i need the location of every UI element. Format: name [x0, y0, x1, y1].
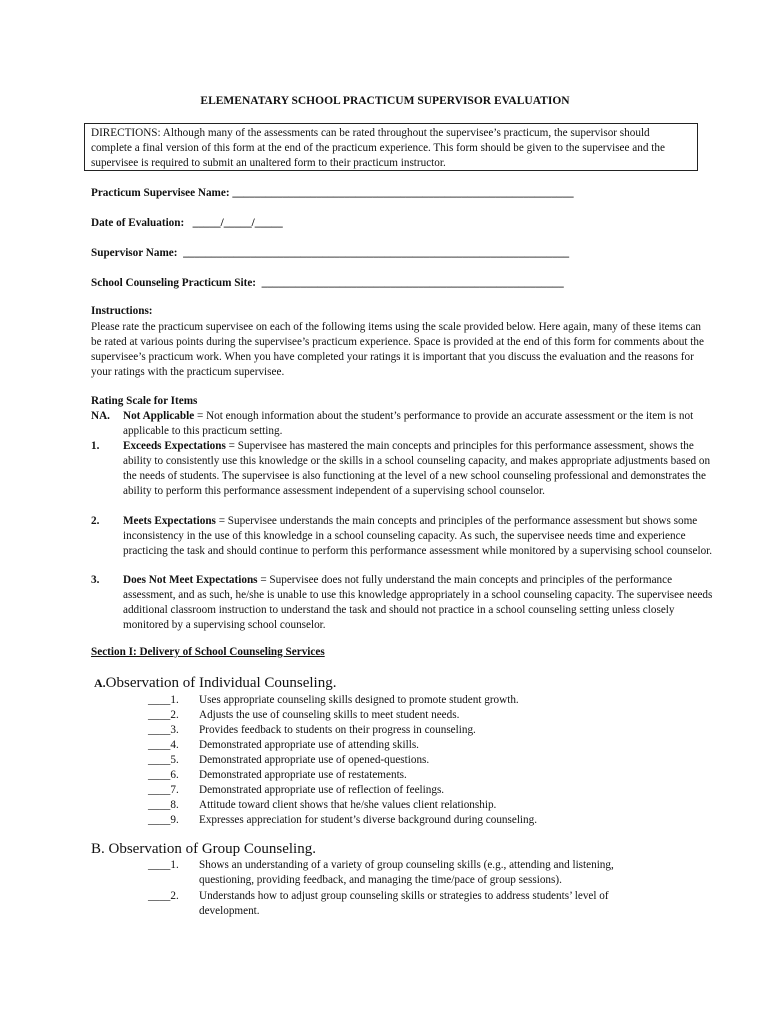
subsection-title: Observation of Individual Counseling. [105, 675, 337, 691]
rating-label: Meets Expectations [123, 515, 216, 527]
list-item [148, 798, 628, 813]
list-item [148, 693, 628, 708]
rating-label: Does Not Meet Expectations [123, 574, 258, 586]
list-item [148, 813, 628, 828]
directions-box: DIRECTIONS: Although many of the assessments can be rated throughout the supervisee’s practicum, the supervisor should complete a final version of this form at the end of the practicum experience. This form should be given to the supervisee and the supervisee is required to submit an unaltered form to their practicum instructor. [84, 123, 698, 171]
item-text: Demonstrated appropriate use of reflection of feelings. [199, 784, 445, 796]
list-item [148, 723, 628, 738]
rating-blank[interactable]: ____1. [148, 694, 179, 706]
item-text: Demonstrated appropriate use of opened-questions. [199, 754, 430, 766]
rating-blank[interactable]: ____2. [148, 709, 179, 721]
list-item [148, 753, 628, 768]
rating-number: NA. [91, 410, 110, 422]
rating-description: = Not enough information about the student’s performance to provide an accurate assessment or the item is not applicable to this practicum setting. [123, 410, 694, 437]
form-title: ELEMENATARY SCHOOL PRACTICUM SUPERVISOR EVALUATION [200, 95, 570, 107]
rating-blank[interactable]: ____2. [148, 890, 179, 902]
item-text: Shows an understanding of a variety of group counseling skills (e.g., attending and listening, questioning, providing feedback, and managing the time/pace of group sessions). [199, 859, 614, 886]
item-text: Uses appropriate counseling skills designed to promote student growth. [199, 694, 519, 706]
rating-blank[interactable]: ____6. [148, 769, 179, 781]
list-item [148, 738, 628, 753]
list-item [148, 708, 628, 723]
rating-scale-heading: Rating Scale for Items [91, 395, 198, 407]
supervisor-name-field[interactable]: Supervisor Name: _____________________________________________________________________ [91, 247, 570, 259]
practicum-site-field[interactable]: School Counseling Practicum Site: ______________________________________________________ [91, 277, 564, 289]
list-item [148, 783, 628, 798]
item-text: Adjusts the use of counseling skills to meet student needs. [199, 709, 460, 721]
item-text: Understands how to adjust group counseling skills or strategies to address students’ level of development. [199, 890, 609, 917]
subsection-letter: A. [94, 676, 106, 690]
group-counseling-list [148, 858, 623, 919]
instructions-heading: Instructions: [91, 305, 153, 317]
item-text: Expresses appreciation for student’s diverse background during counseling. [199, 814, 538, 826]
instructions-body: Please rate the practicum supervisee on each of the following items using the scale provided below. Here again, many of these items can be rated at various points during the supervisee’s practicum experience. Space is provided at the end of this form for comments about the supervisee’s practicum work. When you have completed your ratings it is important that you discuss the evaluation and the reasons for your ratings with the practicum supervisee. [91, 321, 704, 378]
rating-label: Exceeds Expectations [123, 440, 226, 452]
list-item [148, 768, 628, 783]
list-item [148, 889, 623, 919]
item-text: Provides feedback to students on their progress in counseling. [199, 724, 476, 736]
rating-number: 2. [91, 515, 100, 527]
rating-blank[interactable]: ____8. [148, 799, 179, 811]
rating-blank[interactable]: ____9. [148, 814, 179, 826]
rating-blank[interactable]: ____4. [148, 739, 179, 751]
rating-blank[interactable]: ____3. [148, 724, 179, 736]
rating-number: 3. [91, 574, 100, 586]
individual-counseling-list [148, 693, 628, 828]
subsection-heading-b: B. Observation of Group Counseling. [91, 841, 316, 857]
rating-blank[interactable]: ____7. [148, 784, 179, 796]
item-text: Attitude toward client shows that he/she values client relationship. [199, 799, 497, 811]
item-text: Demonstrated appropriate use of attending skills. [199, 739, 419, 751]
rating-label: Not Applicable [123, 410, 195, 422]
item-text: Demonstrated appropriate use of restatements. [199, 769, 407, 781]
rating-description: = Supervisee has mastered the main concepts and principles for this performance assessment, shows the ability to consistently use this knowledge or the skills in a school counseling capacity, and makes appropriate adjustments based on the needs of students. The supervisee is also functioning at the level of a new school counseling professional and demonstrates the ability to perform this performance assessment independent of a supervising school counselor. [123, 440, 711, 497]
rating-description: = Supervisee understands the main concepts and principles of the performance assessment but shows some inconsistency in the use of this knowledge in a school counseling capacity. As such, the supervisee needs time and experience practicing the task and should continue to perform this performance assessment while monitored by a supervising school counselor. [123, 515, 713, 557]
rating-blank[interactable]: ____5. [148, 754, 179, 766]
rating-number: 1. [91, 440, 100, 452]
supervisee-name-field[interactable]: Practicum Supervisee Name: _____________________________________________________________ [91, 187, 574, 199]
evaluation-date-field[interactable]: Date of Evaluation: _____/_____/_____ [91, 217, 283, 229]
section-heading: Section I: Delivery of School Counseling Services [91, 646, 325, 658]
subsection-heading-a [94, 676, 336, 691]
list-item [148, 858, 623, 888]
rating-blank[interactable]: ____1. [148, 859, 179, 871]
rating-description: = Supervisee does not fully understand the main concepts and principles of the performance assessment, and as such, he/she is unable to use this knowledge appropriately in a school counseling capacity. The supervisee needs additional classroom instruction to understand the task and should not practice in a school counseling setting unless closely monitored by a supervising school counselor. [123, 574, 713, 631]
